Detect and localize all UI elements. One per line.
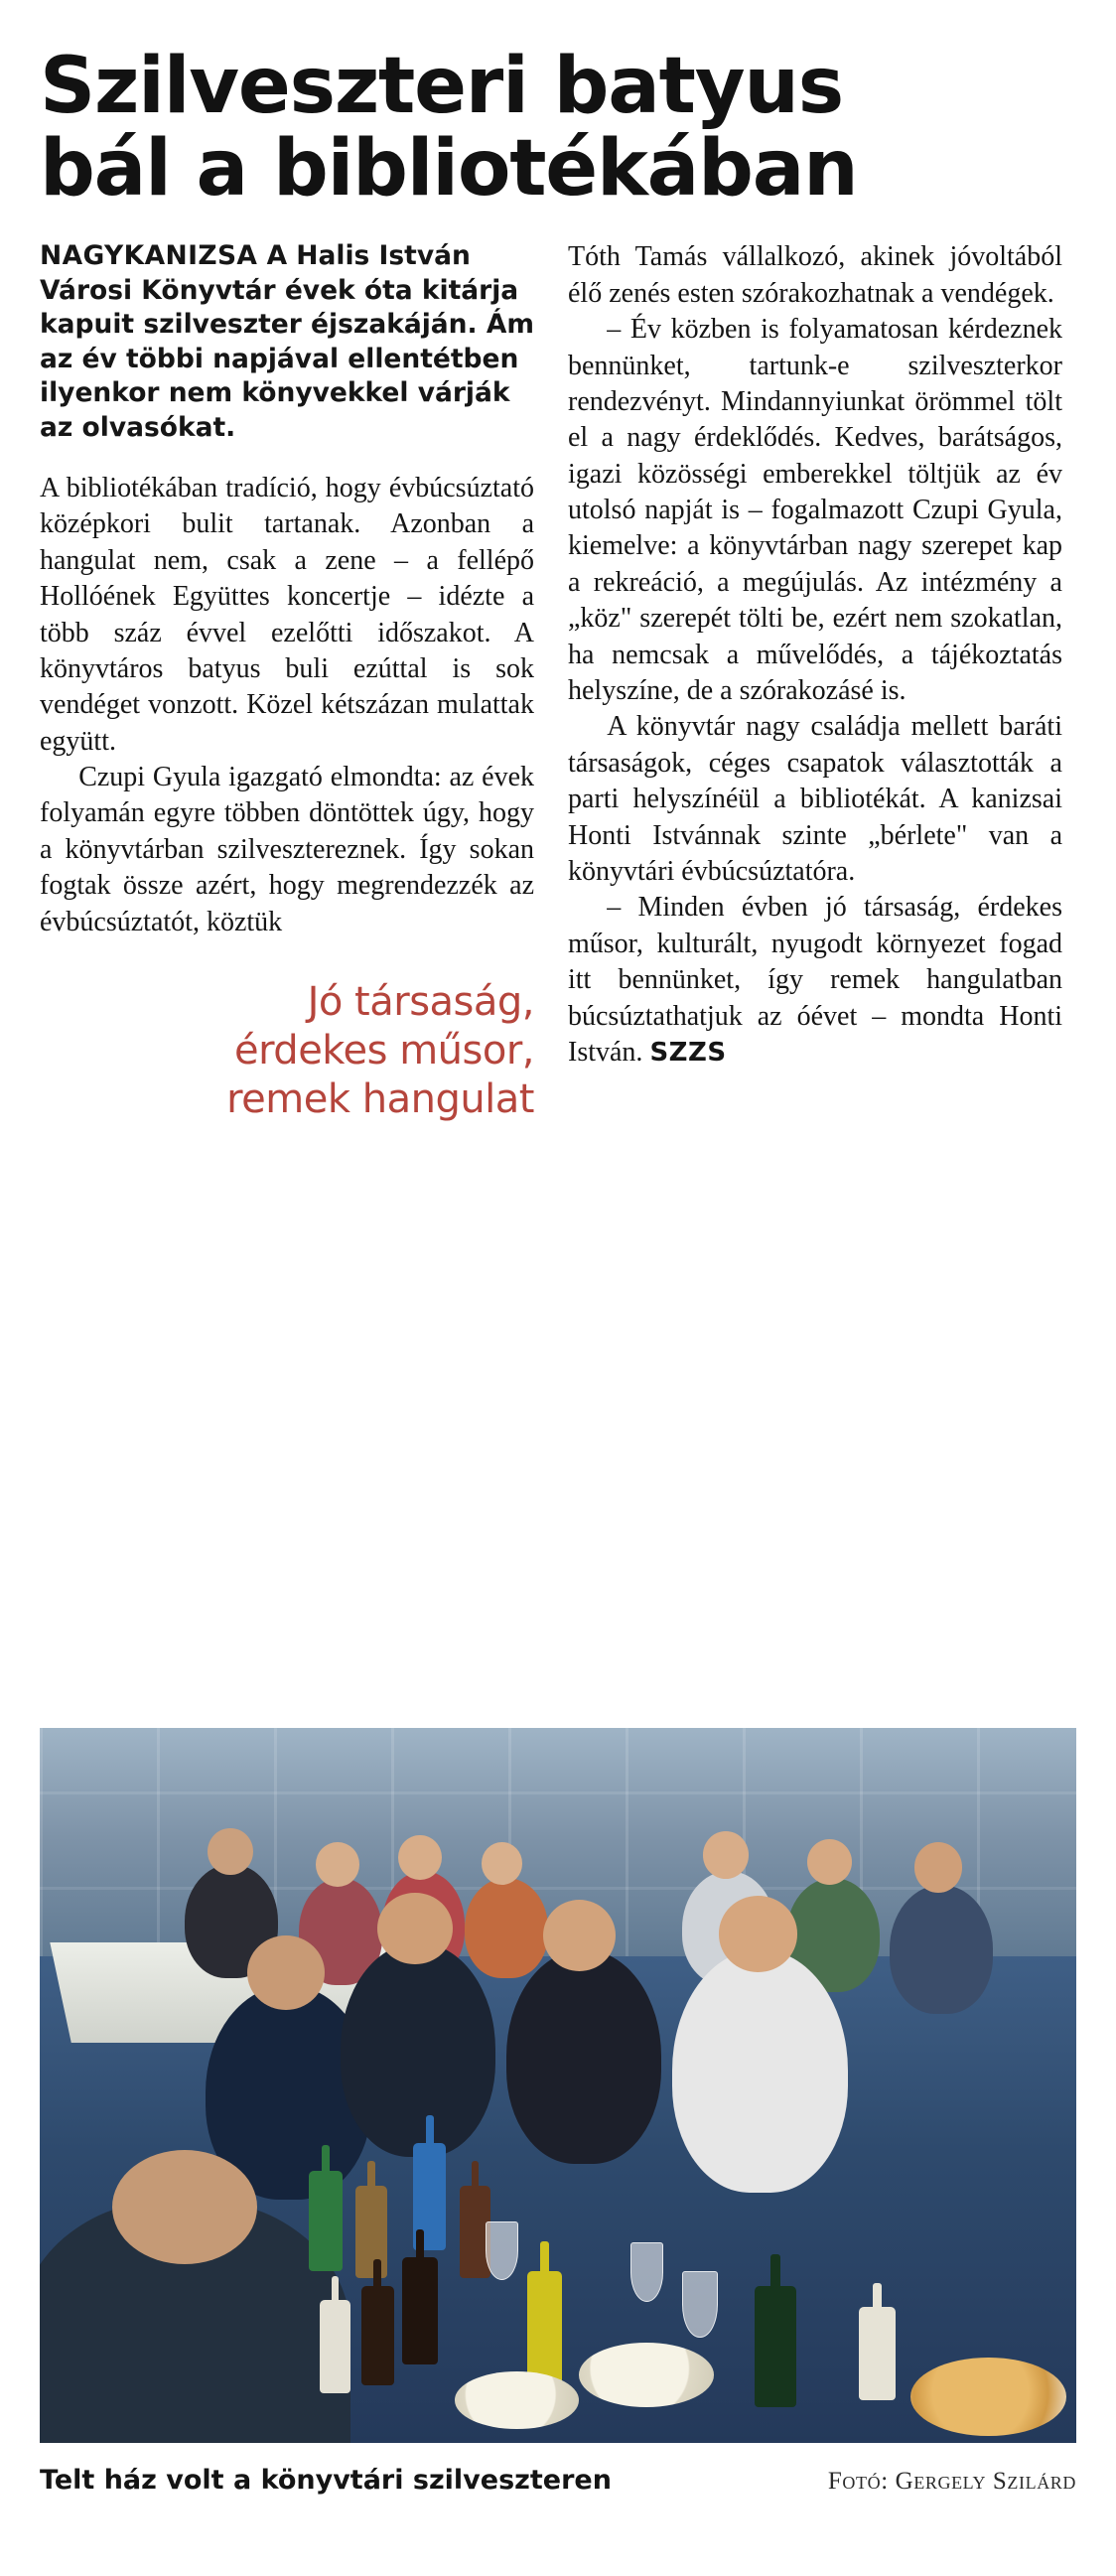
dateline: NAGYKANIZSA — [40, 240, 258, 272]
paragraph: A bibliotékában tradíció, hogy évbúcsúztató középkori bulit tartanak. Azonban a hangulat nem, csak a zene – a fellépő Hollóének Együttes koncertje – idézte a több száz évvel ezelőtti időszakot. A könyvtáros batyus buli ezúttal is sok vendéget vonzott. Közel kétszázan mulattak együtt. — [40, 472, 534, 757]
photo-person — [890, 1885, 993, 2014]
page-title — [40, 42, 1076, 214]
pull-quote-line-2: érdekes műsor, — [233, 1027, 534, 1073]
photo-plate — [910, 2358, 1066, 2436]
photo-bottle — [320, 2300, 350, 2393]
lead-text: A Halis István Városi Könyvtár évek óta kitárja kapuit szilveszter éjszakáján. Ám az év többi napjával ellentétben ilyenkor nem könyvekkel várják az olvasókat. — [40, 240, 534, 443]
photo-plate — [455, 2371, 579, 2429]
article-columns — [40, 239, 1076, 1630]
photo-bottle — [361, 2286, 394, 2386]
photo-person-head — [703, 1831, 749, 1879]
pull-quote-line-1: Jó társaság, — [307, 979, 534, 1026]
photo-person-head — [398, 1835, 442, 1880]
photo-caption-row — [40, 2465, 1076, 2496]
photo-bottle — [755, 2286, 796, 2407]
column-right — [568, 239, 1062, 1630]
photo-bottle — [355, 2186, 386, 2279]
photo-person — [465, 1878, 548, 1978]
pull-quote — [40, 978, 534, 1123]
headline-line-1: Szilveszteri batyus — [40, 42, 843, 131]
paragraph-text: – Minden évben jó társaság, érdekes műsor, kulturált, nyugodt környezet fogad itt bennünket, így remek hangulatban búcsúztathatjuk az óévet – mondta Honti István. — [568, 892, 1062, 1068]
lead-paragraph — [40, 239, 534, 445]
photo-person — [672, 1949, 848, 2193]
column-left — [40, 239, 534, 1630]
paragraph: A könyvtár nagy családja mellett baráti társaságok, céges csapatok választották a parti helyszínéül a bibliotékát. A kanizsai Honti Istvánnak szinte „bérlete" van a könyvtári évbúcsúztatóra. — [568, 711, 1062, 887]
photo-person-head — [247, 1935, 325, 2011]
paragraph: Czupi Gyula igazgató elmondta: az évek folyamán egyre többen döntöttek úgy, hogy a könyvtárban szilvesztereznek. Így sokan fogtak össze azért, hogy megrendezzék az évbúcsúztatót, köztük — [40, 762, 534, 937]
photo-person — [506, 1949, 662, 2164]
photo-person-head — [112, 2150, 257, 2264]
photo-plate — [579, 2343, 714, 2407]
photo-person-head — [543, 1900, 616, 1971]
paragraph: – Év közben is folyamatosan kérdeznek bennünket, tartunk-e szilveszterkor rendezvényt. Mindannyiunkat örömmel tölt el a nagy érdeklődés. Kedves, barátságos, igazi közösségi emberekkel töltjük az év utolsó napját is – fogalmazott Czupi Gyula, kiemelve: a könyvtárban nagy szerepet kap a rekreáció, a megújulás. Az intézmény a „köz" szerepét tölti be, ezért nem szokatlan, ha nemcsak a művelődés, a tájékoztatás helyszíne, de a szórakozásé is. — [568, 314, 1062, 707]
photo-person-head — [316, 1842, 359, 1887]
photo-glass — [682, 2271, 717, 2338]
photo-person-head — [377, 1893, 452, 1964]
photo-bottle — [309, 2171, 342, 2271]
photo-scene — [40, 1728, 1076, 2443]
photo-person — [341, 1942, 496, 2157]
article-photo — [40, 1728, 1076, 2443]
photo-bottle — [402, 2257, 437, 2364]
photo-credit: Fotó: Gergely Szilárd — [827, 2468, 1076, 2495]
photo-bottle — [859, 2307, 897, 2400]
photo-person-head — [914, 1842, 962, 1892]
paragraph — [568, 890, 1062, 1071]
photo-person-head — [208, 1828, 253, 1876]
headline-line-2: bál a bibliotékában — [40, 123, 858, 214]
photo-person-head — [719, 1896, 797, 1971]
photo-caption: Telt ház volt a könyvtári szilveszteren — [40, 2465, 612, 2496]
pull-quote-line-3: remek hangulat — [226, 1075, 534, 1122]
byline: SZZS — [649, 1037, 727, 1068]
photo-bottle — [527, 2271, 562, 2385]
paragraph: Tóth Tamás vállalkozó, akinek jóvoltából élő zenés esten szórakozhatnak a vendégek. — [568, 241, 1062, 309]
